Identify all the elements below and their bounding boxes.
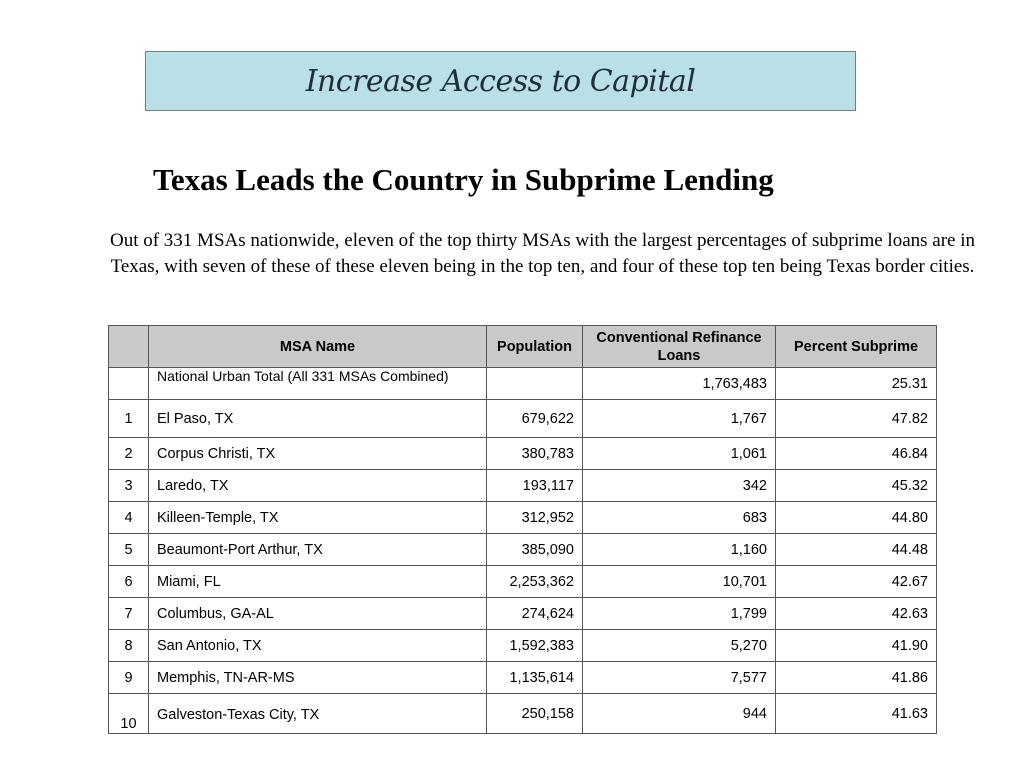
- population-cell: 679,622: [487, 400, 583, 438]
- rank-cell: 2: [109, 438, 149, 470]
- loans-cell: 10,701: [583, 566, 776, 598]
- msa-name-cell: Corpus Christi, TX: [149, 438, 487, 470]
- percent-cell: 42.67: [776, 566, 937, 598]
- rank-cell: [109, 368, 149, 400]
- intro-paragraph: Out of 331 MSAs nationwide, eleven of the top thirty MSAs with the largest percentages of subprime loans are in Texas, with seven of these of these eleven being in the top ten, and four of these top ten being Texas border cities.: [109, 230, 976, 277]
- msa-name-cell: El Paso, TX: [149, 400, 487, 438]
- percent-cell: 44.48: [776, 534, 937, 566]
- msa-name-cell: Memphis, TN-AR-MS: [149, 662, 487, 694]
- slide-title: Increase Access to Capital: [305, 63, 696, 99]
- subprime-table: [108, 325, 937, 734]
- table-row: [109, 694, 937, 734]
- loans-cell: 1,160: [583, 534, 776, 566]
- population-cell: 274,624: [487, 598, 583, 630]
- msa-name-cell: Beaumont-Port Arthur, TX: [149, 534, 487, 566]
- percent-cell: 44.80: [776, 502, 937, 534]
- population-cell: 312,952: [487, 502, 583, 534]
- percent-cell: 46.84: [776, 438, 937, 470]
- slide-title-box: [145, 51, 856, 111]
- msa-name-cell: Killeen-Temple, TX: [149, 502, 487, 534]
- population-cell: 2,253,362: [487, 566, 583, 598]
- loans-cell: 944: [583, 694, 776, 734]
- percent-cell: 41.86: [776, 662, 937, 694]
- rank-cell: 4: [109, 502, 149, 534]
- rank-cell: 6: [109, 566, 149, 598]
- table-row: [109, 400, 937, 438]
- population-cell: [487, 368, 583, 400]
- table-row: [109, 598, 937, 630]
- rank-cell: 8: [109, 630, 149, 662]
- population-cell: 1,135,614: [487, 662, 583, 694]
- loans-cell: 342: [583, 470, 776, 502]
- table-row: [109, 438, 937, 470]
- msa-name-cell: Columbus, GA-AL: [149, 598, 487, 630]
- population-cell: 1,592,383: [487, 630, 583, 662]
- msa-name-cell: Miami, FL: [149, 566, 487, 598]
- loans-cell: 1,767: [583, 400, 776, 438]
- percent-cell: 41.63: [776, 694, 937, 734]
- rank-cell: 9: [109, 662, 149, 694]
- loans-cell: 1,061: [583, 438, 776, 470]
- header-percent-subprime: Percent Subprime: [776, 326, 937, 368]
- table-row: [109, 566, 937, 598]
- loans-cell: 5,270: [583, 630, 776, 662]
- loans-cell: 1,799: [583, 598, 776, 630]
- rank-cell: 7: [109, 598, 149, 630]
- header-refinance-loans: Conventional Refinance Loans: [583, 326, 776, 368]
- msa-name-cell: Laredo, TX: [149, 470, 487, 502]
- percent-cell: 42.63: [776, 598, 937, 630]
- msa-name-cell: National Urban Total (All 331 MSAs Combined): [149, 368, 487, 400]
- rank-cell: 5: [109, 534, 149, 566]
- table-header-row: [109, 326, 937, 368]
- rank-cell: 1: [109, 400, 149, 438]
- header-population: Population: [487, 326, 583, 368]
- msa-name-cell: Galveston-Texas City, TX: [149, 694, 487, 734]
- population-cell: 380,783: [487, 438, 583, 470]
- percent-cell: 25.31: [776, 368, 937, 400]
- table-row: [109, 630, 937, 662]
- national-total-row: [109, 368, 937, 400]
- loans-cell: 683: [583, 502, 776, 534]
- table-row: [109, 534, 937, 566]
- population-cell: 193,117: [487, 470, 583, 502]
- rank-cell: 10: [109, 694, 149, 734]
- percent-cell: 47.82: [776, 400, 937, 438]
- table-row: [109, 470, 937, 502]
- table-row: [109, 502, 937, 534]
- population-cell: 250,158: [487, 694, 583, 734]
- msa-name-cell: San Antonio, TX: [149, 630, 487, 662]
- page-heading: Texas Leads the Country in Subprime Lending: [153, 162, 774, 197]
- table-row: [109, 662, 937, 694]
- header-msa-name: MSA Name: [149, 326, 487, 368]
- loans-cell: 1,763,483: [583, 368, 776, 400]
- loans-cell: 7,577: [583, 662, 776, 694]
- population-cell: 385,090: [487, 534, 583, 566]
- percent-cell: 45.32: [776, 470, 937, 502]
- percent-cell: 41.90: [776, 630, 937, 662]
- header-rank: [109, 326, 149, 368]
- rank-cell: 3: [109, 470, 149, 502]
